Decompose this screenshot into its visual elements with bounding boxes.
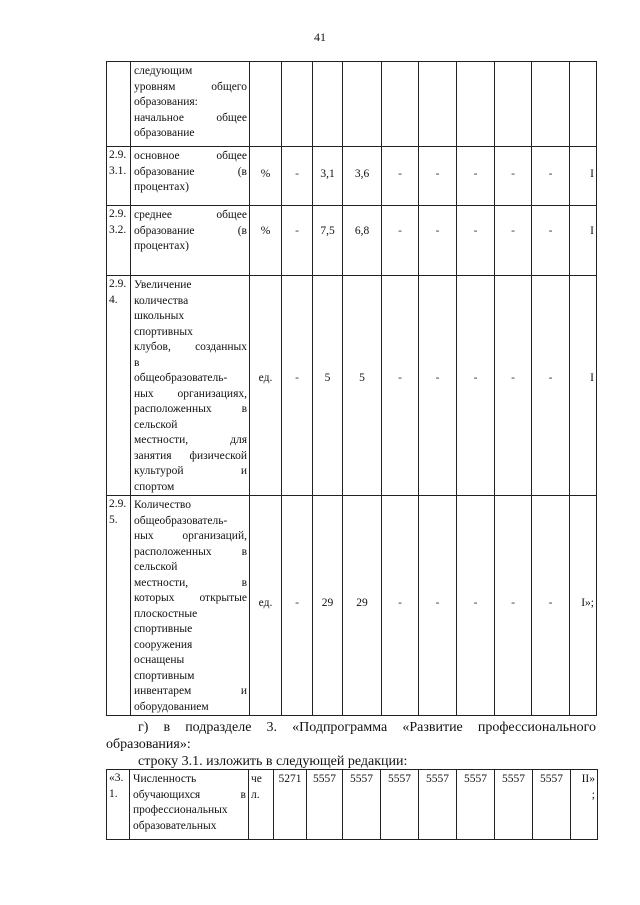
indicator-name: Численность обучающихся в профессиональных образовательных [130,770,249,840]
value-cell [343,62,382,147]
value-cell: - [532,496,570,716]
table-row [107,206,597,276]
value-cell: 5557 [533,770,571,840]
value-cell: 5557 [307,770,343,840]
value-cell: 5 [343,276,382,496]
row-number: «3. 1. [107,770,130,840]
row-number: 2.9. 4. [107,276,131,496]
indicators-table [106,61,597,716]
value-cell: - [457,276,495,496]
indicator-name: среднее общее образование (в процентах) [131,206,250,276]
value-cell: 3,6 [343,147,382,206]
unit-cell: % [250,206,282,276]
value-cell: - [532,206,570,276]
value-cell: - [532,276,570,496]
page-number: 41 [314,30,326,44]
row-number: 2.9. 5. [107,496,131,716]
value-cell: 5557 [381,770,419,840]
indicator-name: Количество общеобразователь- ных организаций, расположенных в сельской местности, в которых открытые плоскостные спортивные сооружения оснащены спортивным инвентарем и оборудованием [131,496,250,716]
value-cell: - [282,276,313,496]
level-cell [570,62,597,147]
value-cell [532,62,570,147]
table-row [107,496,597,716]
value-cell: - [382,276,419,496]
row-number [107,62,131,147]
unit-cell: % [250,147,282,206]
value-cell: 5557 [457,770,495,840]
value-cell [282,62,313,147]
level-cell: II» ; [571,770,598,840]
unit-cell: ед. [250,496,282,716]
value-cell: - [419,147,457,206]
value-cell: - [495,496,532,716]
value-cell: 29 [313,496,343,716]
value-cell: 5 [313,276,343,496]
value-cell: 5557 [419,770,457,840]
value-cell: - [457,147,495,206]
value-cell [382,62,419,147]
indicator-name: следующим уровням общего образования: начальное общее образование [131,62,250,147]
value-cell: 3,1 [313,147,343,206]
replacement-row-table [106,769,598,840]
value-cell: - [282,206,313,276]
value-cell: 29 [343,496,382,716]
indicator-name: Увеличение количества школьных спортивных клубов, созданных в общеобразователь- ных организациях, расположенных в сельской местности, для занятия физической культурой и спортом [131,276,250,496]
value-cell [495,62,532,147]
value-cell: - [457,496,495,716]
value-cell [419,62,457,147]
table-row [107,770,598,840]
value-cell: - [495,147,532,206]
indicator-name: основное общее образование (в процентах) [131,147,250,206]
table-row [107,62,597,147]
value-cell: 5557 [495,770,533,840]
amendment-paragraph: г) в подразделе 3. «Подпрограмма «Развитие профессионального образования»: [106,720,596,752]
value-cell: - [382,206,419,276]
value-cell [457,62,495,147]
value-cell: - [495,276,532,496]
unit-cell: че л. [249,770,274,840]
value-cell [313,62,343,147]
level-cell: I»; [570,496,597,716]
amendment-instruction: строку 3.1. изложить в следующей редакции: [138,754,408,769]
value-cell: - [282,496,313,716]
value-cell: - [382,147,419,206]
unit-cell: ед. [250,276,282,496]
value-cell: - [419,276,457,496]
level-cell: I [570,206,597,276]
value-cell: 7,5 [313,206,343,276]
value-cell: - [457,206,495,276]
table-row [107,147,597,206]
value-cell: 5271 [274,770,307,840]
value-cell: - [419,206,457,276]
row-number: 2.9. 3.2. [107,206,131,276]
value-cell: 5557 [343,770,381,840]
value-cell: - [282,147,313,206]
table-row [107,276,597,496]
level-cell: I [570,276,597,496]
value-cell: - [532,147,570,206]
unit-cell [250,62,282,147]
value-cell: - [382,496,419,716]
value-cell: 6,8 [343,206,382,276]
value-cell: - [495,206,532,276]
level-cell: I [570,147,597,206]
value-cell: - [419,496,457,716]
row-number: 2.9. 3.1. [107,147,131,206]
